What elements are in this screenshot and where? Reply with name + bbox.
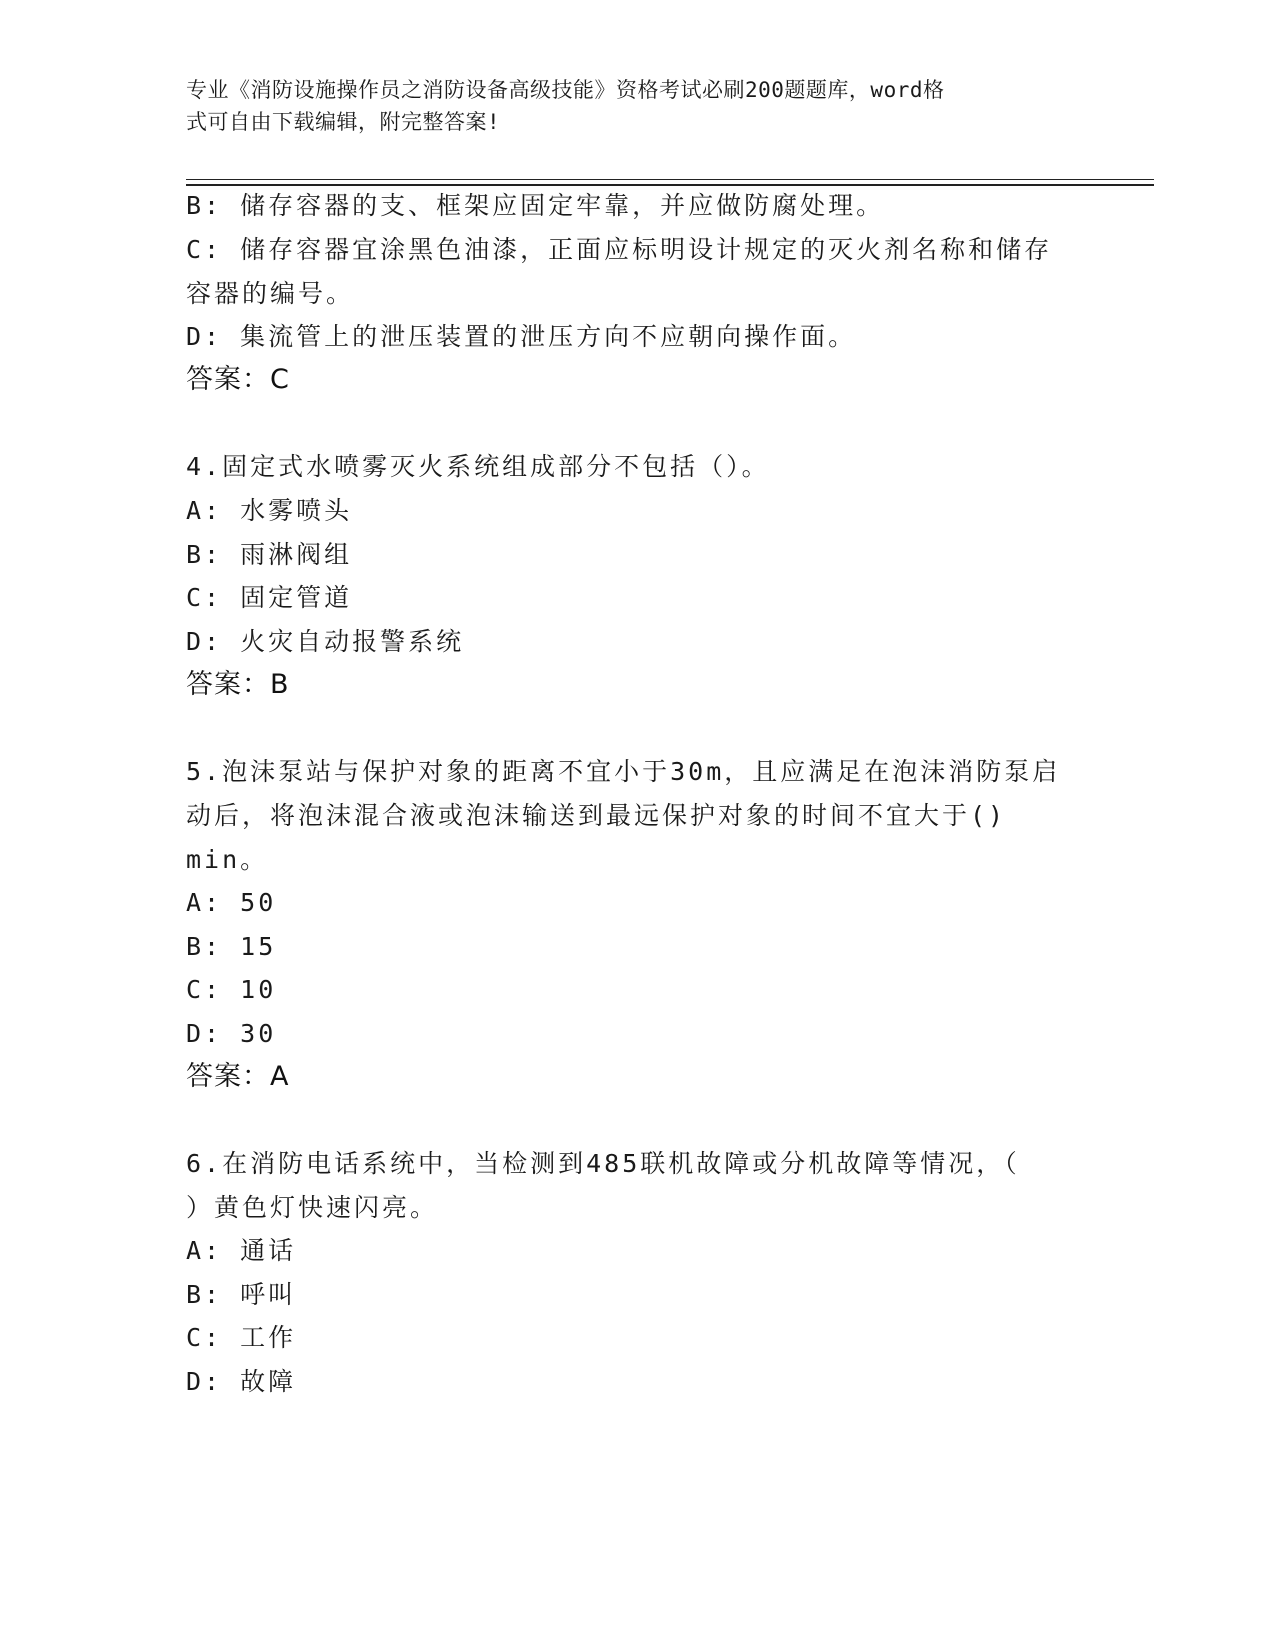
q3-option-b: B: 储存容器的支、框架应固定牢靠，并应做防腐处理。 xyxy=(186,191,885,220)
q5-option-a: A: 50 xyxy=(186,888,277,917)
q5-question-line-1: 5.泡沫泵站与保护对象的距离不宜小于30m，且应满足在泡沫消防泵启 xyxy=(186,757,1061,786)
q6-question-line-1: 6.在消防电话系统中，当检测到485联机故障或分机故障等情况，（ xyxy=(186,1149,1020,1178)
q4-option-d: D: 火灾自动报警系统 xyxy=(186,627,465,656)
q6-option-b: B: 呼叫 xyxy=(186,1280,297,1309)
q4-option-a: A: 水雾喷头 xyxy=(186,496,353,525)
q6-question-line-2: ）黄色灯快速闪亮。 xyxy=(186,1193,439,1222)
q4-question: 4.固定式水喷雾灭火系统组成部分不包括（）。 xyxy=(186,452,770,481)
q6-option-a: A: 通话 xyxy=(186,1236,297,1265)
q4-option-c: C: 固定管道 xyxy=(186,583,353,612)
q5-option-c: C: 10 xyxy=(186,975,277,1004)
q5-question-line-2: 动后，将泡沫混合液或泡沫输送到最远保护对象的时间不宜大于() xyxy=(186,801,1007,830)
q3-answer: 答案：C xyxy=(186,364,290,395)
q4-option-b: B: 雨淋阀组 xyxy=(186,540,353,569)
q5-option-b: B: 15 xyxy=(186,932,277,961)
q6-option-c: C: 工作 xyxy=(186,1323,297,1352)
header-line-1: 专业《消防设施操作员之消防设备高级技能》资格考试必刷200题题库，word格 xyxy=(186,78,945,102)
q3-option-d: D: 集流管上的泄压装置的泄压方向不应朝向操作面。 xyxy=(186,322,857,351)
q5-option-d: D: 30 xyxy=(186,1019,277,1048)
q6-option-d: D: 故障 xyxy=(186,1367,297,1396)
header-line-2: 式可自由下载编辑，附完整答案! xyxy=(186,110,501,134)
header-divider-thin xyxy=(186,179,1154,180)
q5-answer: 答案：A xyxy=(186,1061,290,1092)
document-header xyxy=(186,74,1066,138)
q3-option-c-line-1: C: 储存容器宜涂黑色油漆，正面应标明设计规定的灭火剂名称和储存 xyxy=(186,235,1053,264)
q5-question-line-3: min。 xyxy=(186,845,269,874)
q4-answer: 答案：B xyxy=(186,669,290,700)
q3-option-c-line-2: 容器的编号。 xyxy=(186,279,355,308)
